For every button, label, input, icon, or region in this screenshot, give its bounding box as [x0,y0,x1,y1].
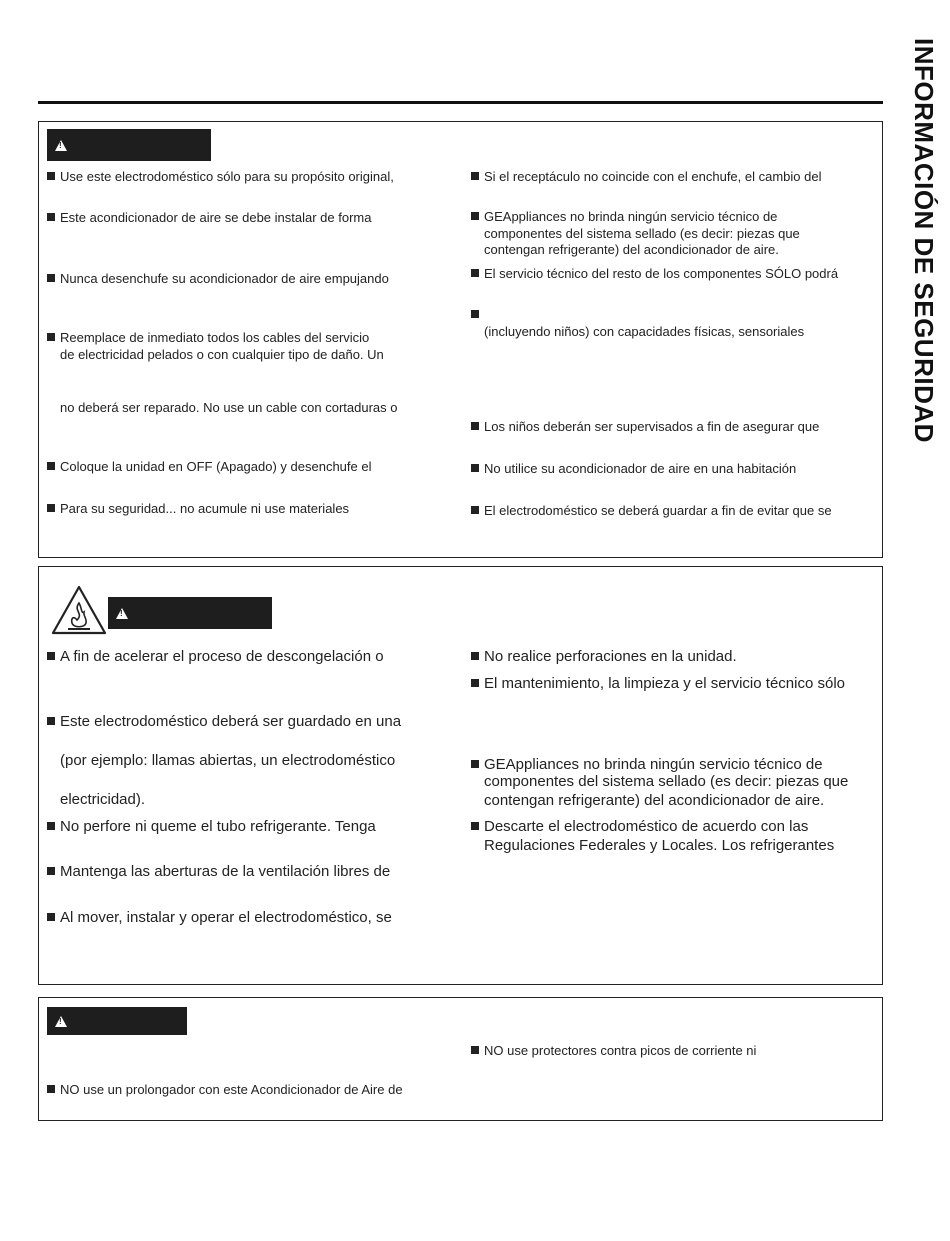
list-item: El servicio técnico del resto de los componentes SÓLO podrá [471,266,838,283]
warning-triangle-icon [55,1016,67,1027]
bullet-icon [471,212,479,220]
warning-box-3 [38,997,883,1121]
list-item: A fin de acelerar el proceso de descongelación o [47,647,384,666]
warning-triangle-icon [55,140,67,151]
warning-triangle-icon [116,608,128,619]
list-item: GEAppliances no brinda ningún servicio técnico de [471,755,823,774]
bullet-icon [47,822,55,830]
list-item: Descarte el electrodoméstico de acuerdo con las [471,817,808,836]
warning-badge-1 [47,129,211,161]
list-item-continuation: Regulaciones Federales y Locales. Los refrigerantes [484,837,835,854]
list-item: No perfore ni queme el tubo refrigerante. Tenga [47,817,376,836]
list-item: Para su seguridad... no acumule ni use materiales [47,501,349,518]
list-item: Si el receptáculo no coincide con el enchufe, el cambio del [471,169,822,186]
list-item-continuation: contengan refrigerante) del acondicionador de aire. [484,792,825,809]
bullet-icon [47,1085,55,1093]
bullet-icon [471,422,479,430]
list-item: Use este electrodoméstico sólo para su propósito original, [47,169,394,186]
warning-badge-3 [47,1007,187,1035]
list-item-continuation: (incluyendo niños) con capacidades físicas, sensoriales [484,324,805,339]
list-item: Al mover, instalar y operar el electrodoméstico, se [47,908,392,927]
bullet-icon [47,213,55,221]
bullet-icon [47,172,55,180]
list-item: Mantenga las aberturas de la ventilación libres de [47,862,390,881]
side-title: INFORMACIÓN DE SEGURIDAD [909,38,939,443]
bullet-icon [471,822,479,830]
bullet-icon [471,172,479,180]
top-rule [38,101,883,104]
list-item: El mantenimiento, la limpieza y el servicio técnico sólo [471,674,845,693]
list-item: No realice perforaciones en la unidad. [471,647,737,666]
list-item-continuation: de electricidad pelados o con cualquier tipo de daño. Un [60,347,384,362]
list-item: GEAppliances no brinda ningún servicio técnico de [471,209,777,226]
bullet-icon [471,760,479,768]
bullet-icon [47,462,55,470]
bullet-icon [47,913,55,921]
flammable-fire-icon [51,585,107,635]
list-item-continuation: no deberá ser reparado. No use un cable con cortaduras o [60,400,398,415]
list-item: Este acondicionador de aire se debe instalar de forma [47,210,371,227]
bullet-icon [471,1046,479,1054]
list-item-continuation: (por ejemplo: llamas abiertas, un electrodoméstico [60,752,396,769]
warning-badge-2 [108,597,272,629]
bullet-icon [47,504,55,512]
list-item [471,307,484,324]
bullet-icon [47,717,55,725]
list-item: Coloque la unidad en OFF (Apagado) y desenchufe el [47,459,371,476]
bullet-icon [471,506,479,514]
bullet-icon [471,464,479,472]
list-item-continuation: contengan refrigerante) del acondicionador de aire. [484,242,779,257]
list-item: Los niños deberán ser supervisados a fin de asegurar que [471,419,819,436]
list-item: Nunca desenchufe su acondicionador de aire empujando [47,271,389,288]
bullet-icon [47,652,55,660]
bullet-icon [47,274,55,282]
list-item-continuation: componentes del sistema sellado (es decir: piezas que [484,226,800,241]
list-item-continuation: componentes del sistema sellado (es decir: piezas que [484,773,849,790]
bullet-icon [471,310,479,318]
list-item: NO use protectores contra picos de corriente ni [471,1043,756,1060]
list-item: No utilice su acondicionador de aire en una habitación [471,461,796,478]
list-item-continuation: electricidad). [60,791,146,808]
bullet-icon [47,867,55,875]
bullet-icon [471,269,479,277]
list-item: Reemplace de inmediato todos los cables del servicio [47,330,369,347]
list-item: NO use un prolongador con este Acondicionador de Aire de [47,1082,403,1099]
warning-box-1 [38,121,883,558]
bullet-icon [47,333,55,341]
bullet-icon [471,652,479,660]
warning-box-2 [38,566,883,985]
list-item: Este electrodoméstico deberá ser guardado en una [47,712,401,731]
bullet-icon [471,679,479,687]
list-item: El electrodoméstico se deberá guardar a fin de evitar que se [471,503,832,520]
